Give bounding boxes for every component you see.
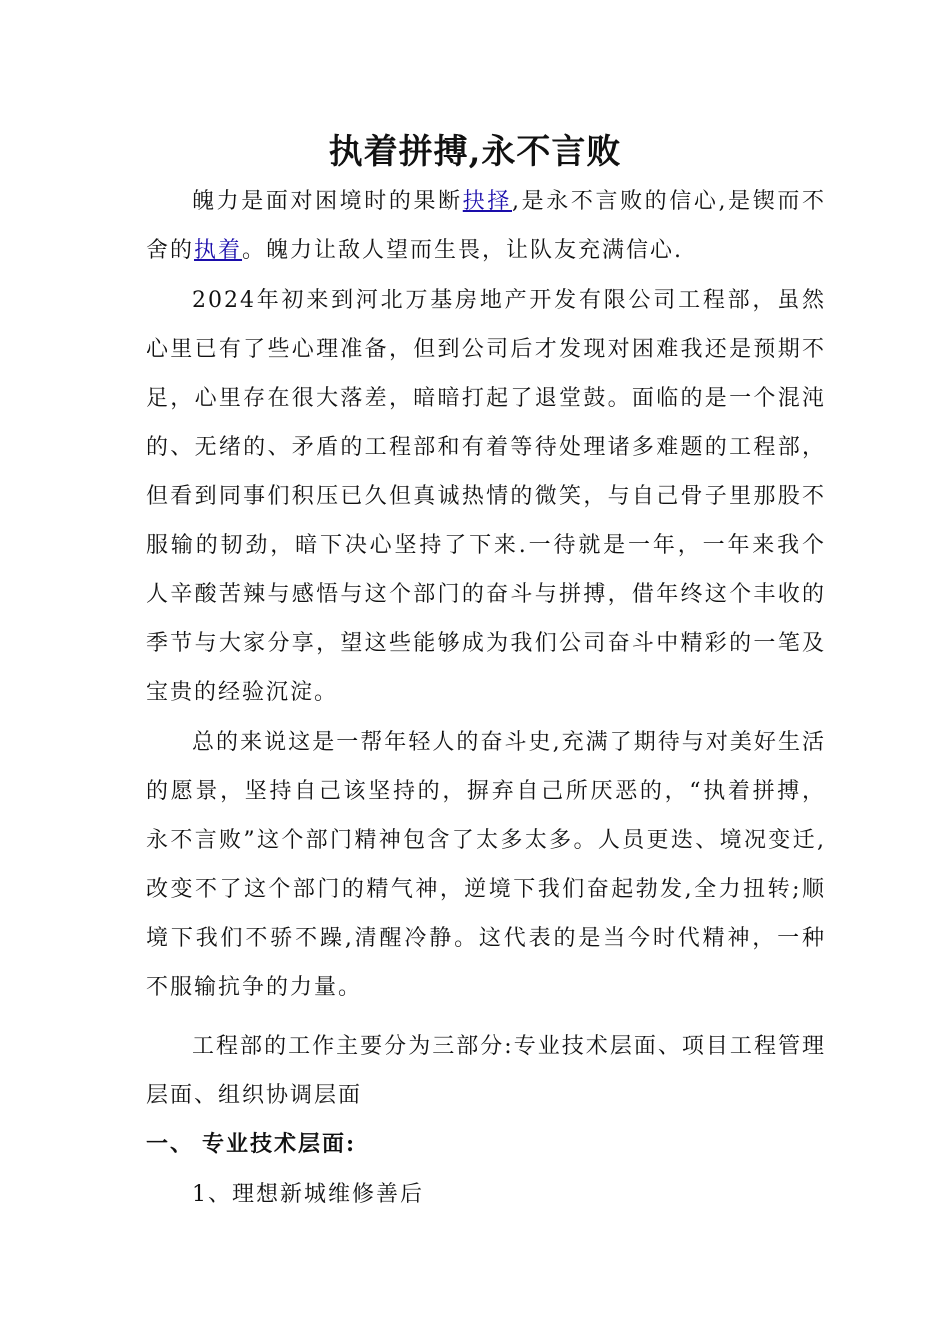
list-item: 1、理想新城维修善后	[192, 1182, 424, 1207]
section-number: 一、	[146, 1131, 195, 1157]
section-title: 专业技术层面:	[202, 1131, 357, 1157]
paragraph-intro	[146, 177, 826, 275]
paragraph-work-overview: 工程部的工作主要分为三部分:专业技术层面、项目工程管理层面、组织协调层面	[146, 1034, 826, 1108]
intro-text-1: 魄力是面对困境时的果断	[192, 189, 463, 214]
document-title: 执着拼搏,永不言败	[328, 132, 622, 172]
paragraph-experience: 2024年初来到河北万基房地产开发有限公司工程部，虽然心里已有了些心理准备，但到公司后才发现对困难我还是预期不足，心里存在很大落差，暗暗打起了退堂鼓。面临的是一个混沌的、无绪的、矛盾的工程部和有着等待处理诸多难题的工程部，但看到同事们积压已久但真诚热情的微笑，与自己骨子里那股不服输的韧劲，暗下决心坚持了下来.一待就是一年，一年来我个人辛酸苦辣与感悟与这个部门的奋斗与拼搏，借年终这个丰收的季节与大家分享，望这些能够成为我们公司奋斗中精彩的一笔及宝贵的经验沉淀。	[146, 288, 826, 705]
intro-text-3: 。魄力让敌人望而生畏，让队友充满信心.	[242, 238, 684, 263]
section-heading	[146, 1120, 356, 1169]
link-zhizhuo[interactable]: 执着	[194, 238, 243, 263]
link-jueze[interactable]: 抉择	[462, 189, 512, 214]
intro-text-2: ,是永不言败的信心,是锲而不舍的	[146, 189, 826, 263]
paragraph-summary: 总的来说这是一帮年轻人的奋斗史,充满了期待与对美好生活的愿景，坚持自己该坚持的，摒弃自己所厌恶的，“执着拼搏，永不言败”这个部门精神包含了太多太多。人员更迭、境况变迁,改变不了这个部门的精气神，逆境下我们奋起勃发,全力扭转;顺境下我们不骄不躁,清醒冷静。这代表的是当今时代精神，一种不服输抗争的力量。	[146, 730, 826, 1000]
